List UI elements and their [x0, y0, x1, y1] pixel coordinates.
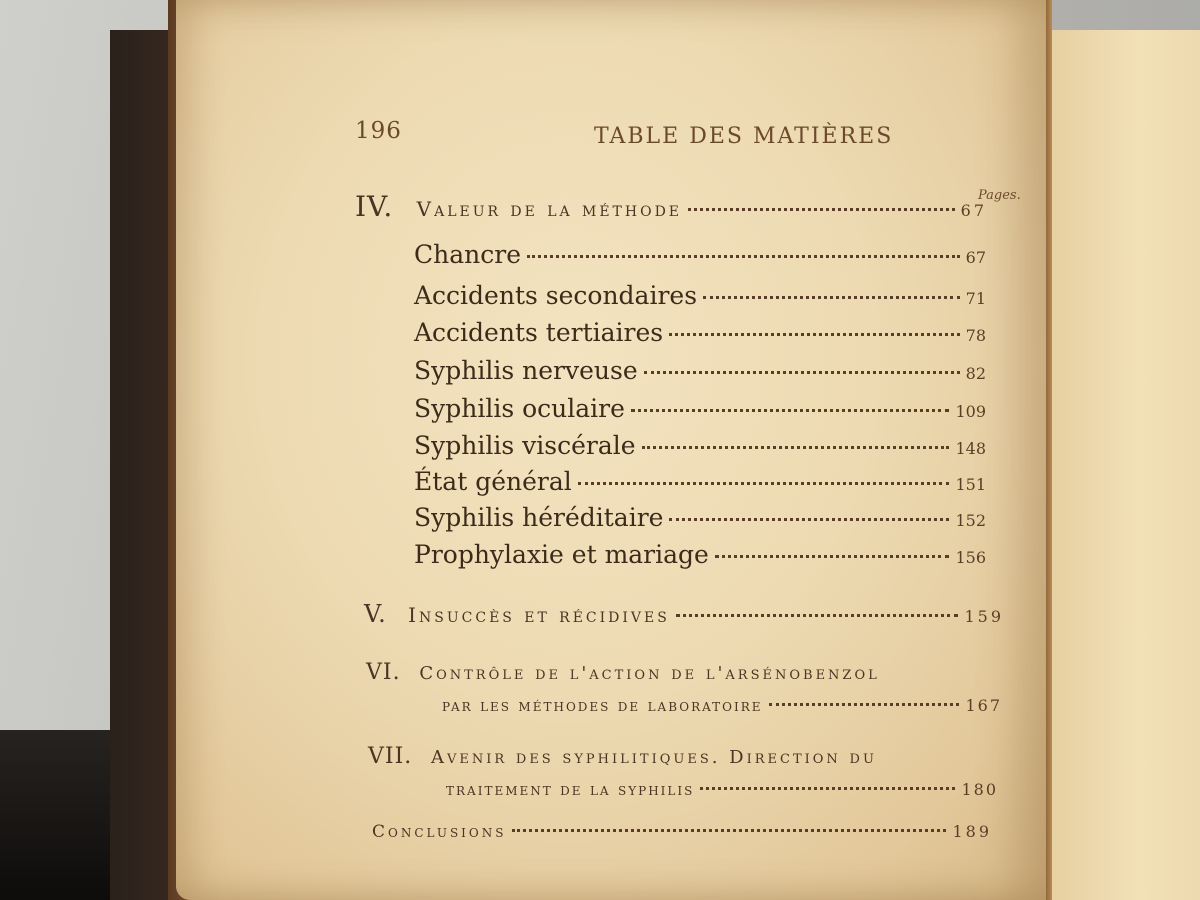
toc-section-iv: [355, 190, 987, 223]
subentry-page: 82: [965, 364, 986, 383]
subentry-page: 71: [965, 289, 986, 308]
leader-dots: [512, 829, 946, 832]
toc-subentry: [414, 431, 986, 460]
leader-dots: [669, 333, 960, 336]
toc-conclusions: [372, 822, 992, 842]
leader-dots: [527, 255, 960, 258]
leader-dots: [578, 482, 950, 485]
subentry-page: 67: [965, 248, 986, 267]
subentry-label: Syphilis viscérale: [414, 431, 636, 460]
pages-column-label: Pages.: [978, 188, 1021, 203]
leader-dots: [676, 614, 959, 617]
toc-subentry: [414, 281, 986, 310]
subentry-label: Syphilis oculaire: [414, 394, 625, 423]
section-label: Insuccès et récidives: [408, 603, 670, 627]
subentry-label: État général: [414, 467, 572, 496]
leader-dots: [669, 518, 949, 521]
section-label: Valeur de la méthode: [416, 197, 683, 221]
subentry-page: 148: [955, 439, 986, 458]
section-page: 180: [961, 780, 998, 799]
section-label-line1: Contrôle de l'action de l'arsénobenzol: [419, 663, 880, 684]
section-numeral: V.: [364, 600, 387, 628]
subentry-label: Accidents tertiaires: [414, 318, 664, 347]
toc-subentry: [414, 503, 986, 532]
toc-subentry: [414, 540, 986, 569]
leader-dots: [700, 787, 955, 790]
subentry-label: Accidents secondaires: [414, 281, 698, 310]
toc-section-vii-line2: [446, 780, 998, 800]
subentry-page: 152: [955, 511, 986, 530]
leader-dots: [688, 208, 955, 211]
leader-dots: [715, 555, 950, 558]
toc-subentry: [414, 394, 986, 423]
toc-subentry: [414, 356, 986, 385]
toc-section-vii-line1: [368, 744, 877, 769]
subentry-label: Syphilis nerveuse: [414, 356, 638, 385]
section-page: 67: [960, 201, 987, 220]
subentry-page: 151: [955, 475, 986, 494]
page-title: TABLE DES MATIÈRES: [594, 124, 894, 149]
section-label-line2: par les méthodes de laboratoire: [442, 696, 763, 716]
toc-section-vi-line2: [442, 696, 1002, 716]
conclusions-label: Conclusions: [372, 822, 507, 842]
leader-dots: [644, 371, 960, 374]
section-page: 159: [964, 607, 1004, 626]
subentry-label: Chancre: [414, 240, 521, 269]
right-page: [1046, 30, 1200, 900]
section-numeral: VI.: [366, 660, 401, 685]
leader-dots: [631, 409, 950, 412]
toc-section-v: [364, 600, 1004, 628]
toc-subentry: [414, 240, 986, 269]
toc-subentry: [414, 467, 986, 496]
conclusions-page: 189: [952, 822, 992, 841]
leader-dots: [642, 446, 950, 449]
section-page: 167: [965, 696, 1002, 715]
section-label-line2: traitement de la syphilis: [446, 780, 695, 800]
section-numeral: IV.: [355, 190, 394, 223]
section-numeral: VII.: [368, 744, 413, 769]
toc-subentry: [414, 318, 986, 347]
page-number: 196: [355, 118, 402, 144]
subentry-label: Prophylaxie et mariage: [414, 540, 709, 569]
leader-dots: [703, 296, 960, 299]
subentry-page: 78: [965, 326, 986, 345]
section-label-line1: Avenir des syphilitiques. Direction du: [431, 747, 877, 768]
subentry-page: 156: [955, 548, 986, 567]
toc-section-vi-line1: [366, 660, 880, 685]
subentry-page: 109: [955, 402, 986, 421]
subentry-label: Syphilis héréditaire: [414, 503, 664, 532]
leader-dots: [769, 703, 960, 706]
